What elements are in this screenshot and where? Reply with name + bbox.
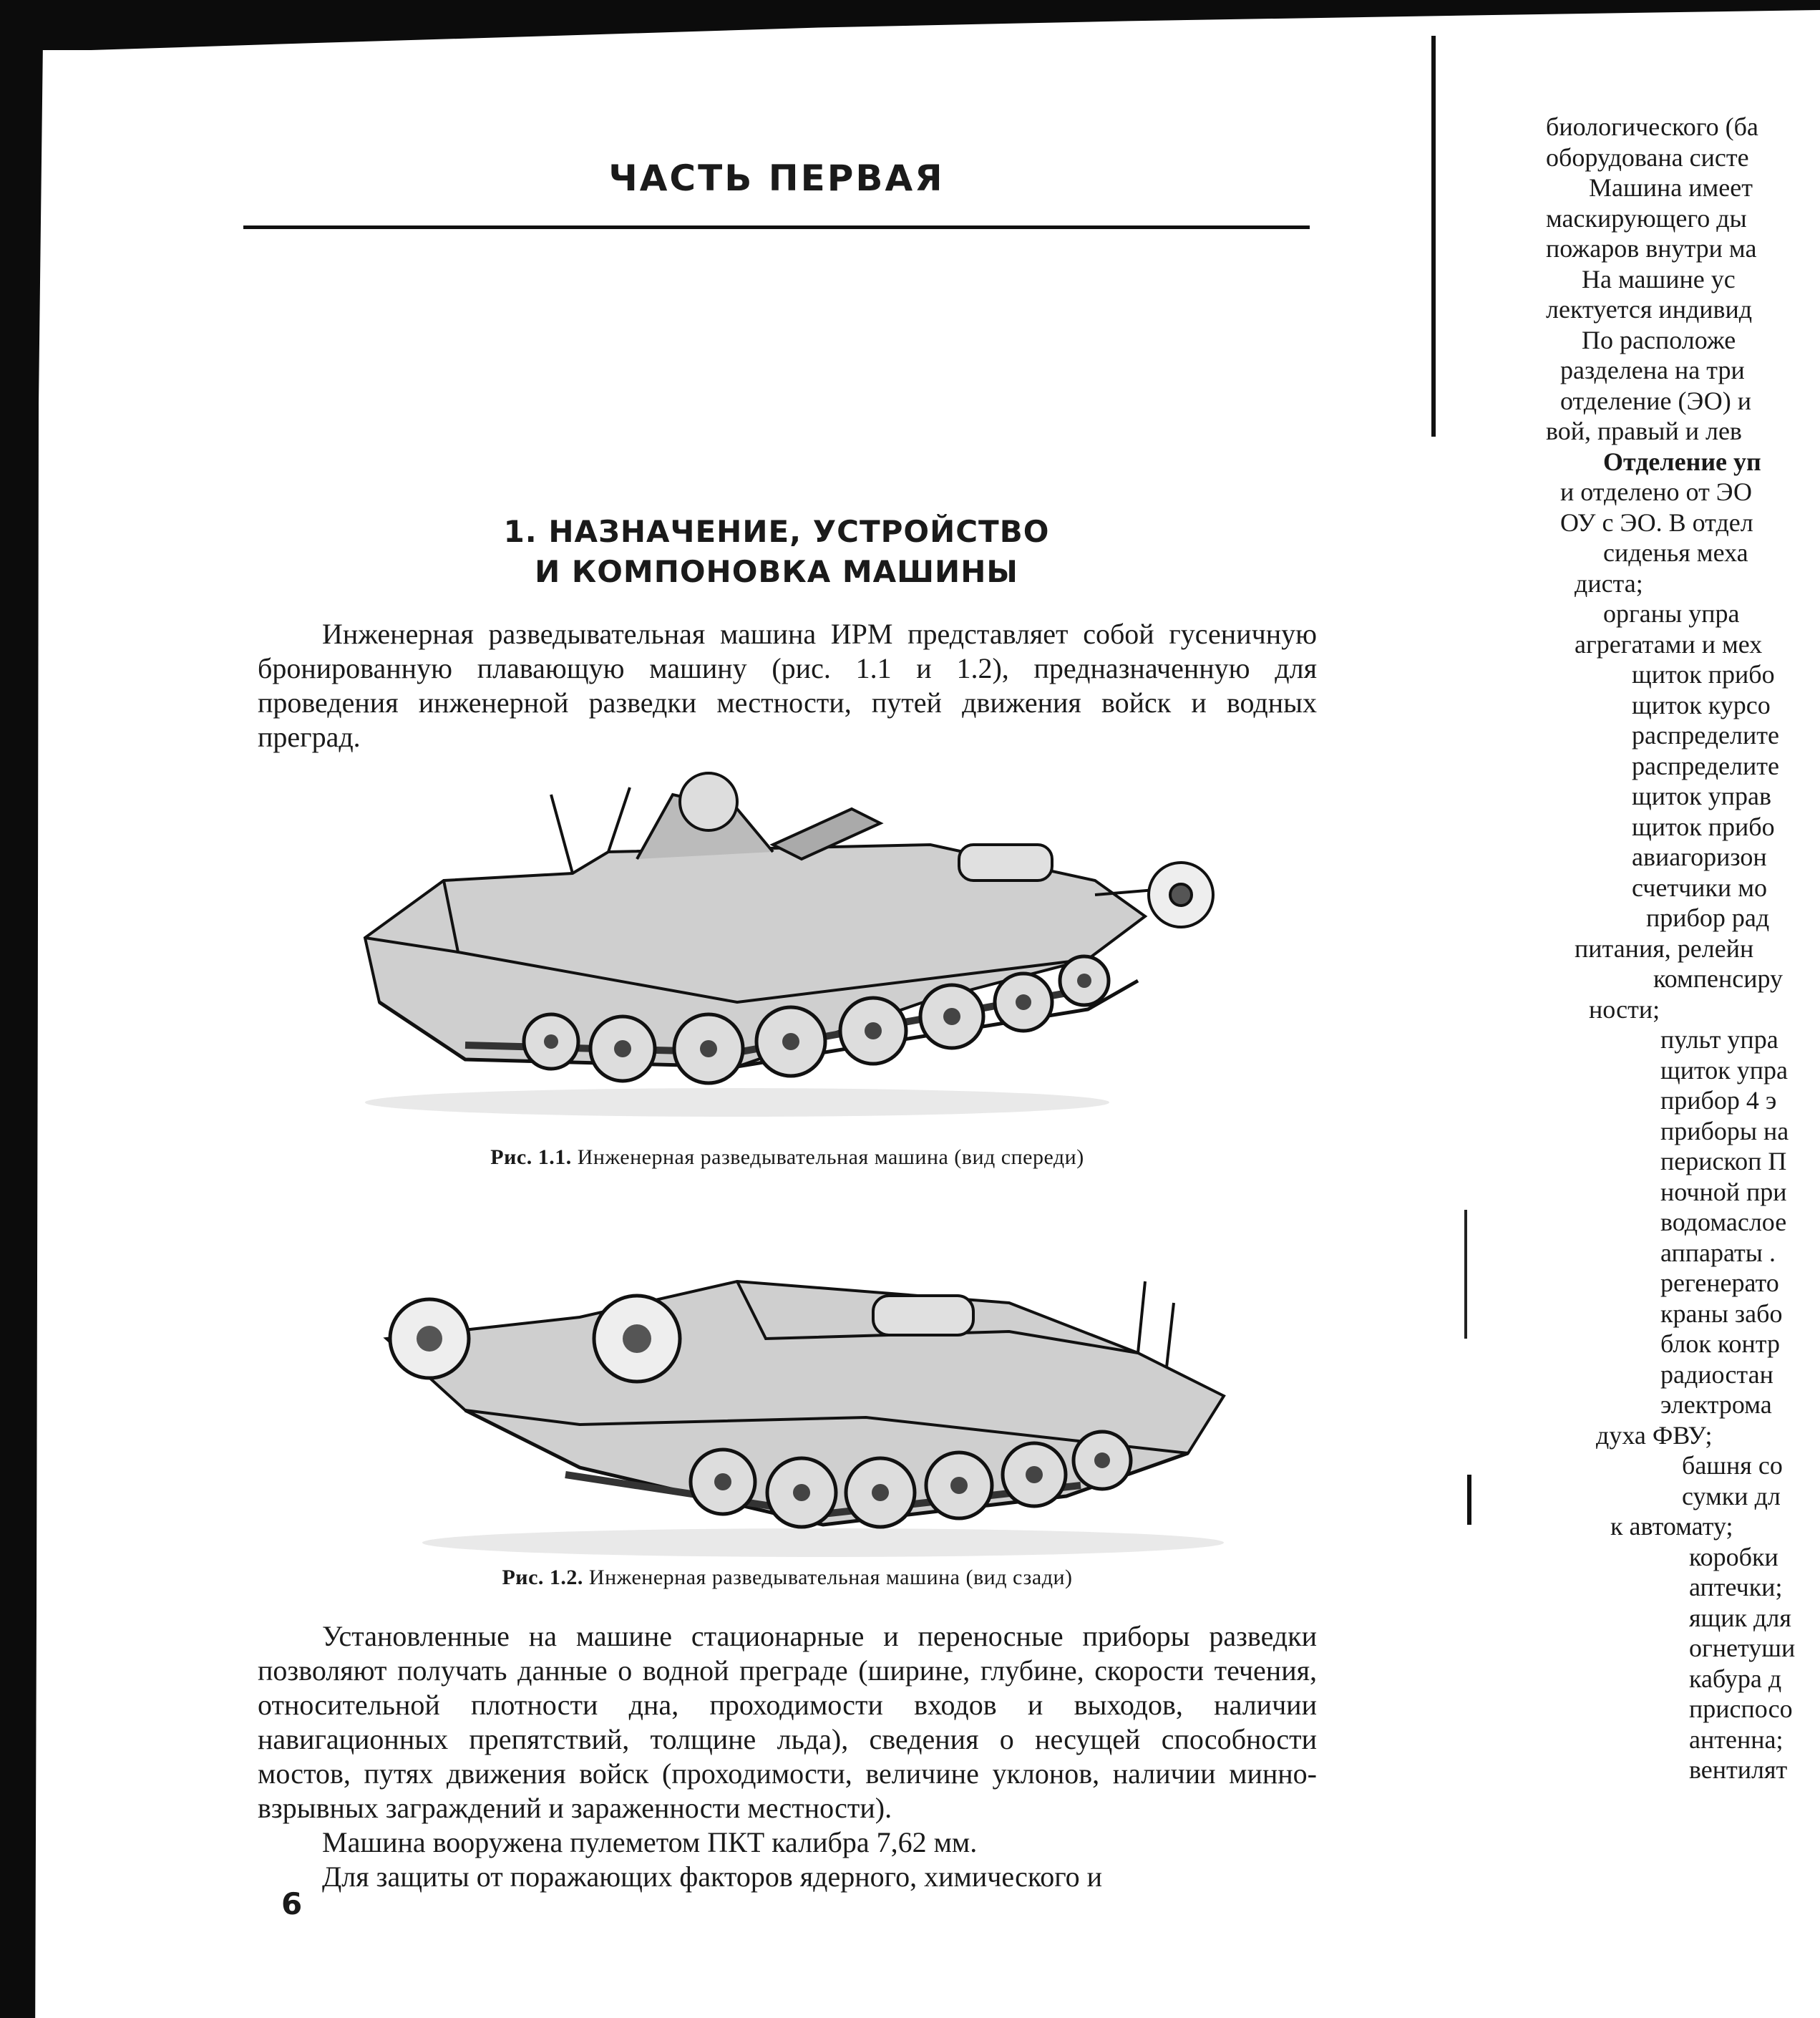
part-title: ЧАСТЬ ПЕРВАЯ (608, 157, 945, 199)
figure-1-caption-text: Инженерная разведывательная машина (вид спереди) (577, 1145, 1084, 1169)
facing-page-line: питания, релейн (1575, 933, 1754, 963)
facing-page-line: биологического (ба (1546, 112, 1758, 141)
section-title (315, 512, 1238, 592)
facing-page-line: кабура д (1689, 1664, 1782, 1693)
title-rule (243, 225, 1310, 229)
page-fold-mark (1464, 1210, 1467, 1339)
section-title-line-2: И КОМПОНОВКА МАШИНЫ (535, 554, 1018, 589)
facing-page-line: к автомату; (1610, 1512, 1733, 1541)
section-number: 1. (503, 514, 537, 549)
facing-page-line: перископ П (1660, 1147, 1787, 1175)
facing-page-line: ОУ с ЭО. В отдел (1560, 508, 1753, 537)
facing-page-line: вой, правый и лев (1546, 417, 1742, 445)
facing-page-line: щиток упра (1660, 1055, 1788, 1085)
facing-page-line: щиток прибо (1632, 660, 1775, 689)
facing-page-line: ночной при (1660, 1177, 1787, 1206)
facing-page-line: маскирующего ды (1546, 203, 1747, 233)
facing-page-line: щиток прибо (1632, 812, 1775, 841)
figure-2-caption (258, 1566, 1317, 1590)
facing-page-line: аптечки; (1689, 1573, 1783, 1601)
facing-page-line: диста; (1575, 568, 1643, 598)
facing-page-line: башня со (1682, 1451, 1783, 1480)
facing-page-line: радиостан (1660, 1359, 1773, 1389)
facing-page-line: распределите (1632, 721, 1779, 750)
facing-page-line: щиток управ (1632, 782, 1771, 810)
body-paragraph: Машина вооружена пулеметом ПКТ калибра 7,62 мм. (322, 1826, 978, 1858)
facing-page-line: краны забо (1660, 1299, 1783, 1328)
scan-edge-left (0, 0, 43, 2018)
facing-page-line: На машине ус (1582, 264, 1736, 294)
facing-page-line: щиток курсо (1632, 690, 1771, 719)
facing-page-line: счетчики мо (1632, 873, 1767, 902)
intro-paragraph: Инженерная разведывательная машина ИРМ представляет собой гусеничную бронированную плавающую машину (рис. 1.1 и 1.2), предназначенную для проведения инженерной разведки местности, путей движения войск и водных преград. (258, 618, 1317, 753)
facing-page-line: вентилят (1689, 1755, 1788, 1784)
facing-page-line: авиагоризон (1632, 843, 1767, 871)
body-paragraph: Для защиты от поражающих факторов ядерного, химического и (322, 1861, 1103, 1893)
body-paragraph: Установленные на машине стационарные и переносные приборы разведки позволяют получать данные о водной преграде (ширине, глубине, скорости течения, относительной плотности дна, проходимости входов и выходов, наличии навигационных препятствий, толщине льда), сведения о несущей способности мостов, путях движения войск (проходимости, величине уклонов, наличии минно-взрывных заграждений и зараженности местности). (258, 1620, 1317, 1824)
vehicle-rear-illustration (365, 1238, 1245, 1561)
facing-page-line: сиденья меха (1603, 538, 1748, 567)
facing-page-line: отделение (ЭО) и (1560, 386, 1751, 415)
page-fold-line (1431, 36, 1436, 437)
facing-page-line: электрома (1660, 1390, 1772, 1419)
facing-page-column (1532, 111, 1820, 1901)
facing-page-line: прибор рад (1646, 903, 1770, 932)
facing-page-line: духа ФВУ; (1596, 1420, 1713, 1450)
scan-edge-top (0, 0, 1820, 50)
section-title-text-1: НАЗНАЧЕНИЕ, УСТРОЙСТВО (548, 514, 1050, 549)
facing-page-line: сумки дл (1682, 1481, 1781, 1510)
figure-1-image (336, 766, 1245, 1124)
page-number: 6 (281, 1886, 303, 1921)
facing-page-line: агрегатами и мех (1575, 629, 1763, 659)
facing-page-line: коробки (1689, 1542, 1778, 1571)
facing-page-line: ности; (1589, 994, 1660, 1024)
section-title-line-1 (315, 512, 1238, 552)
facing-page-line: разделена на три (1560, 356, 1745, 384)
facing-page-line: распределите (1632, 751, 1779, 780)
facing-page-line: аппараты . (1660, 1238, 1776, 1267)
intro-paragraph-block (258, 617, 1317, 755)
body-text (258, 1619, 1317, 1894)
facing-page-line: антенна; (1689, 1724, 1783, 1754)
facing-page-line: Машина имеет (1589, 173, 1753, 202)
facing-page-line: блок контр (1660, 1329, 1780, 1358)
facing-page-line: приборы на (1660, 1116, 1789, 1145)
facing-page-line: и отделено от ЭО (1560, 477, 1753, 506)
facing-page-line: По расположе (1582, 325, 1736, 354)
facing-page-line: приспосо (1689, 1694, 1793, 1723)
facing-page-line: компенсиру (1653, 964, 1783, 993)
figure-1-label: Рис. 1.1. (490, 1145, 572, 1169)
facing-page-line: пульт упра (1660, 1025, 1778, 1054)
figure-2-label: Рис. 1.2. (502, 1566, 583, 1589)
facing-page-line: ящик для (1689, 1603, 1791, 1632)
facing-page-line: лектуется индивид (1546, 295, 1753, 324)
vehicle-front-illustration (336, 766, 1245, 1124)
facing-page-line: пожаров внутри ма (1546, 234, 1757, 263)
facing-page-line: Отделение уп (1603, 447, 1761, 476)
facing-page-line: водомаслое (1660, 1208, 1787, 1236)
facing-page-line: регенерато (1660, 1268, 1779, 1297)
facing-page-line: огнетуши (1689, 1634, 1796, 1662)
figure-2-caption-text: Инженерная разведывательная машина (вид сзади) (588, 1566, 1073, 1589)
page-fold-mark (1467, 1475, 1471, 1525)
figure-1-caption (258, 1145, 1317, 1170)
figure-2-image (365, 1238, 1245, 1561)
facing-page-line: прибор 4 э (1660, 1086, 1777, 1115)
facing-page-line: органы упра (1603, 599, 1740, 628)
facing-page-line: оборудована систе (1546, 142, 1749, 172)
